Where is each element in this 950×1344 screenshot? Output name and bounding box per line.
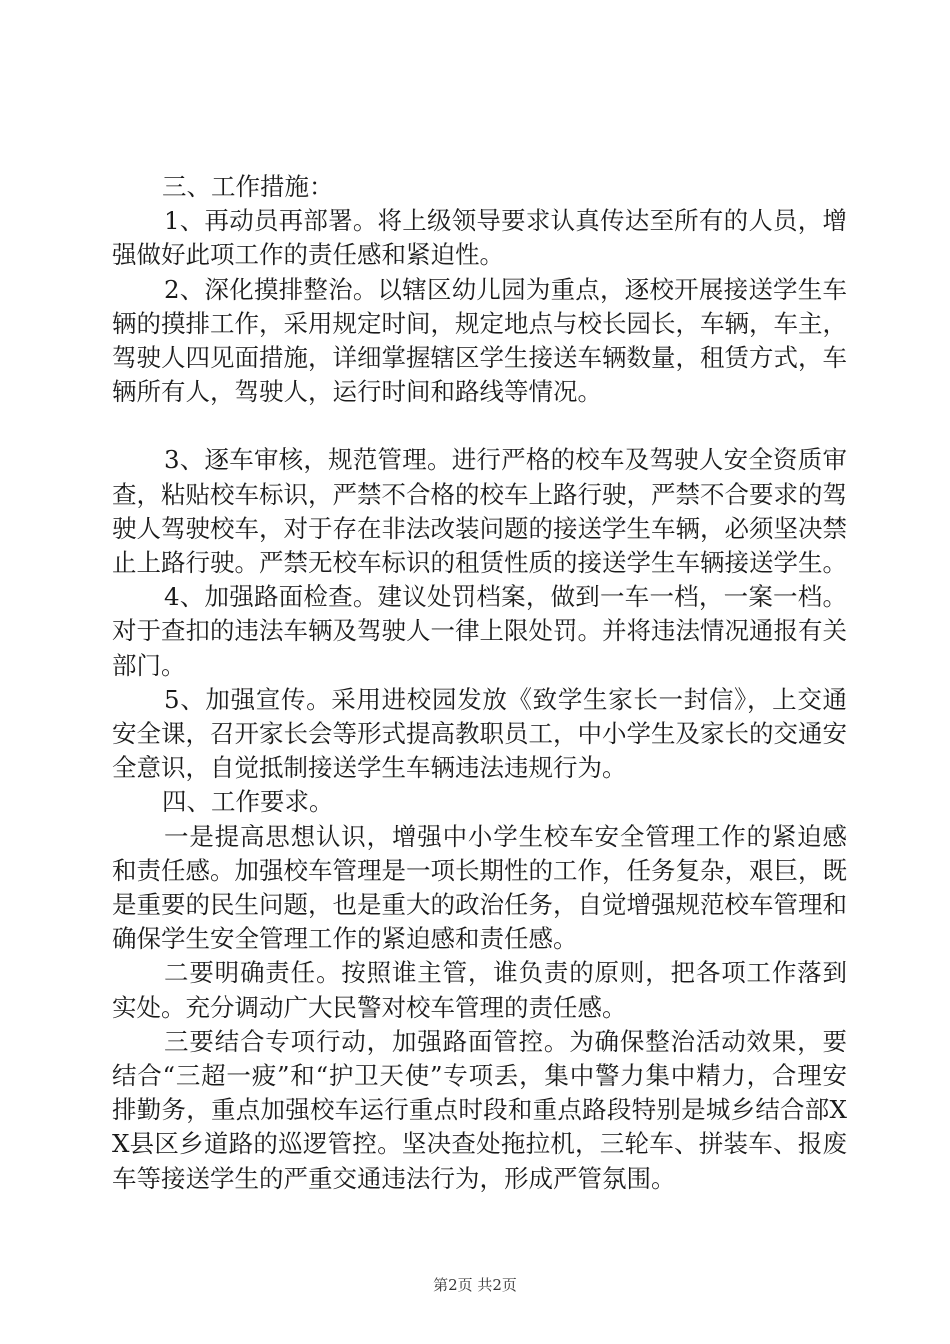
paragraph-requirement-3: 三要结合专项行动，加强路面管控。为确保整治活动效果，要结合“三超一疲”和“护卫天使”专项丢，集中警力集中精力，合理安排勤务，重点加强校车运行重点时段和重点路段特别是城乡结合部XX县区乡道路的巡逻管控。坚决查处拖拉机，三轮车、拼装车、报废车等接送学生的严重交通违法行为，形成严管氛围。 bbox=[112, 1026, 847, 1193]
section-heading-requirements: 四、工作要求。 bbox=[162, 787, 334, 817]
paragraph-measure-3: 3、逐车审核，规范管理。进行严格的校车及驾驶人安全资质审查，粘贴校车标识，严禁不合格的校车上路行驶，严禁不合要求的驾驶人驾驶校车，对于存在非法改装问题的接送学生车辆，必须坚决禁止上路行驶。严禁无校车标识的租赁性质的接送学生车辆接送学生。 bbox=[112, 445, 847, 578]
paragraph-measure-2: 2、深化摸排整治。以辖区幼儿园为重点，逐校开展接送学生车辆的摸排工作，采用规定时间，规定地点与校长园长，车辆，车主，驾驶人四见面措施，详细掌握辖区学生接送车辆数量，租赁方式，车辆所有人，驾驶人，运行时间和路线等情况。 bbox=[112, 274, 847, 407]
paragraph-measure-5: 5、加强宣传。采用进校园发放《致学生家长一封信》，上交通安全课，召开家长会等形式提高教职员工，中小学生及家长的交通安全意识，自觉抵制接送学生车辆违法违规行为。 bbox=[112, 684, 847, 783]
document-body bbox=[112, 170, 847, 1196]
paragraph-requirement-2: 二要明确责任。按照谁主管，谁负责的原则，把各项工作落到实处。充分调动广大民警对校车管理的责任感。 bbox=[112, 958, 847, 1022]
page-number-footer: 第2页 共2页 bbox=[433, 1276, 517, 1294]
paragraph-measure-4: 4、加强路面检查。建议处罚档案，做到一车一档，一案一档。对于查扣的违法车辆及驾驶人一律上限处罚。并将违法情况通报有关部门。 bbox=[112, 582, 847, 680]
paragraph-requirement-1: 一是提高思想认识，增强中小学生校车安全管理工作的紧迫感和责任感。加强校车管理是一项长期性的工作，任务复杂，艰巨，既是重要的民生问题，也是重大的政治任务，自觉增强规范校车管理和确保学生安全管理工作的紧迫感和责任感。 bbox=[112, 821, 847, 954]
paragraph-measure-1: 1、再动员再部署。将上级领导要求认真传达至所有的人员，增强做好此项工作的责任感和紧迫性。 bbox=[112, 206, 847, 270]
section-heading-measures: 三、工作措施： bbox=[162, 172, 334, 201]
